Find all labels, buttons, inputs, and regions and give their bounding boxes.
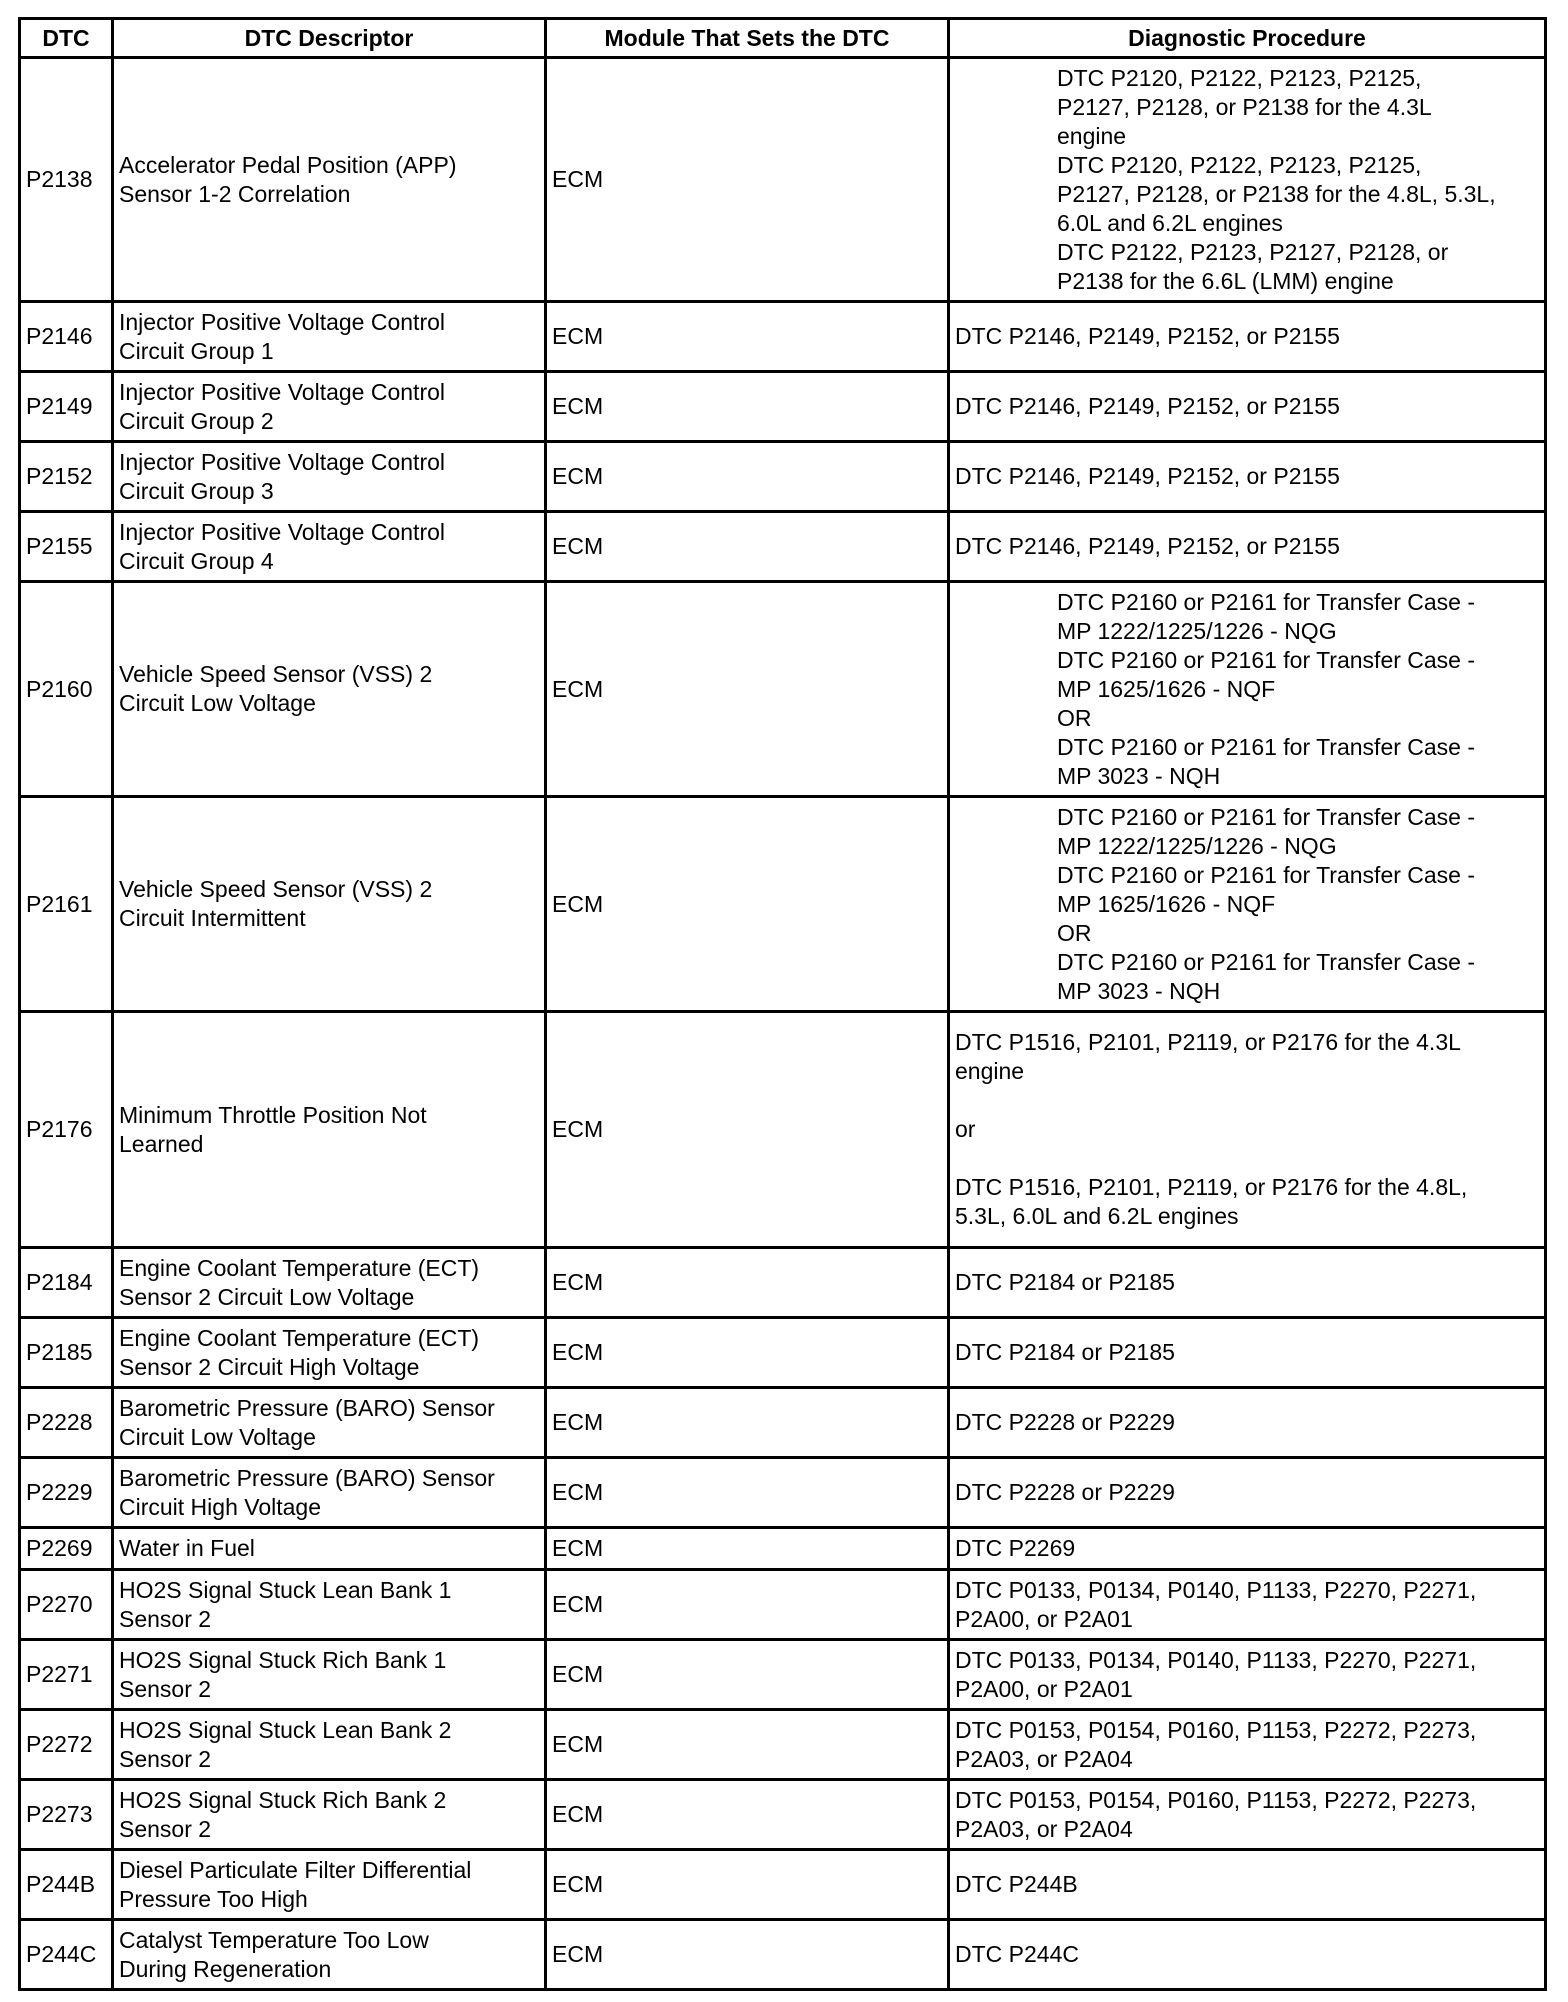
dtc-code: P2272	[20, 1710, 113, 1780]
descriptor-line: Sensor 2 Circuit High Voltage	[119, 1353, 420, 1380]
module-name: ECM	[546, 797, 949, 1012]
dtc-code: P2270	[20, 1570, 113, 1640]
procedure-line: DTC P2146, P2149, P2152, or P2155	[955, 463, 1340, 489]
diagnostic-procedure	[949, 58, 1546, 302]
dtc-descriptor	[113, 797, 546, 1012]
descriptor-line: Circuit Group 4	[119, 547, 274, 574]
procedure-line: DTC P2146, P2149, P2152, or P2155	[955, 393, 1340, 419]
dtc-code: P2176	[20, 1012, 113, 1248]
descriptor-line: Learned	[119, 1130, 204, 1157]
procedure-line: P2127, P2128, or P2138 for the 4.8L, 5.3L,	[1057, 180, 1496, 207]
descriptor-line: HO2S Signal Stuck Rich Bank 2	[119, 1786, 447, 1813]
diagnostic-procedure	[949, 372, 1546, 442]
dtc-descriptor	[113, 1388, 546, 1458]
dtc-descriptor	[113, 372, 546, 442]
dtc-code: P2138	[20, 58, 113, 302]
module-name: ECM	[546, 1248, 949, 1318]
procedure-line: engine	[1057, 122, 1127, 149]
procedure-line: DTC P2146, P2149, P2152, or P2155	[955, 323, 1340, 349]
dtc-descriptor	[113, 1920, 546, 1990]
dtc-descriptor	[113, 302, 546, 372]
procedure-line: MP 1625/1626 - NQF	[1057, 675, 1276, 702]
dtc-descriptor	[113, 1710, 546, 1780]
dtc-code: P2229	[20, 1458, 113, 1528]
diagnostic-procedure	[949, 302, 1546, 372]
dtc-code: P2160	[20, 582, 113, 797]
header-dtc: DTC	[20, 19, 113, 58]
descriptor-line: Barometric Pressure (BARO) Sensor	[119, 1394, 495, 1421]
procedure-line: DTC P2184 or P2185	[955, 1339, 1175, 1365]
descriptor-line: Circuit Intermittent	[119, 905, 306, 931]
module-name: ECM	[546, 1012, 949, 1248]
diagnostic-procedure	[949, 1318, 1546, 1388]
blank-line	[955, 1086, 1539, 1115]
descriptor-line: Vehicle Speed Sensor (VSS) 2	[119, 661, 433, 687]
procedure-line: DTC P2160 or P2161 for Transfer Case -	[1057, 588, 1476, 615]
procedure-line: DTC P2146, P2149, P2152, or P2155	[955, 533, 1340, 559]
descriptor-line: Vehicle Speed Sensor (VSS) 2	[119, 876, 433, 902]
dtc-code: P2149	[20, 372, 113, 442]
table-row	[20, 1780, 1546, 1850]
procedure-line: P2A03, or P2A04	[955, 1745, 1133, 1772]
descriptor-line: Minimum Throttle Position Not	[119, 1101, 427, 1128]
procedure-line: DTC P2160 or P2161 for Transfer Case -	[1057, 803, 1476, 830]
procedure-line: DTC P1516, P2101, P2119, or P2176 for the 4.8L,	[955, 1174, 1468, 1200]
module-name: ECM	[546, 1780, 949, 1850]
descriptor-line: Injector Positive Voltage Control	[119, 378, 446, 405]
table-row	[20, 1640, 1546, 1710]
dtc-code: P244C	[20, 1920, 113, 1990]
diagnostic-procedure	[949, 1920, 1546, 1990]
module-name: ECM	[546, 1388, 949, 1458]
header-dtc-descriptor: DTC Descriptor	[113, 19, 546, 58]
descriptor-line: Sensor 2	[119, 1675, 212, 1702]
table-row	[20, 1528, 1546, 1570]
procedure-line: 6.0L and 6.2L engines	[1057, 209, 1283, 236]
procedure-line: P2A00, or P2A01	[955, 1605, 1133, 1632]
table-header-row	[20, 19, 1546, 58]
procedure-line: DTC P2160 or P2161 for Transfer Case -	[1057, 861, 1476, 888]
dtc-descriptor	[113, 582, 546, 797]
diagnostic-procedure	[949, 1640, 1546, 1710]
dtc-code: P2161	[20, 797, 113, 1012]
diagnostic-procedure	[949, 512, 1546, 582]
procedure-line: or	[955, 1116, 976, 1142]
diagnostic-procedure	[949, 1458, 1546, 1528]
diagnostic-procedure	[949, 1528, 1546, 1570]
header-diagnostic-procedure: Diagnostic Procedure	[949, 19, 1546, 58]
diagnostic-procedure	[949, 1248, 1546, 1318]
descriptor-line: Sensor 1-2 Correlation	[119, 180, 351, 207]
dtc-descriptor	[113, 1850, 546, 1920]
procedure-line: DTC P2184 or P2185	[955, 1269, 1175, 1295]
procedure-line: DTC P2228 or P2229	[955, 1479, 1175, 1505]
descriptor-line: HO2S Signal Stuck Rich Bank 1	[119, 1646, 447, 1673]
table-row	[20, 512, 1546, 582]
procedure-line: DTC P244B	[955, 1871, 1078, 1897]
procedure-line: DTC P1516, P2101, P2119, or P2176 for the 4.3L	[955, 1029, 1461, 1055]
blank-line	[955, 1144, 1539, 1173]
descriptor-line: Circuit Low Voltage	[119, 690, 316, 716]
module-name: ECM	[546, 1640, 949, 1710]
table-row	[20, 1318, 1546, 1388]
dtc-descriptor	[113, 1458, 546, 1528]
descriptor-line: Circuit Group 3	[119, 477, 274, 504]
dtc-descriptor	[113, 1570, 546, 1640]
descriptor-line: Circuit High Voltage	[119, 1493, 321, 1520]
module-name: ECM	[546, 1318, 949, 1388]
procedure-line: 5.3L, 6.0L and 6.2L engines	[955, 1203, 1239, 1229]
module-name: ECM	[546, 1458, 949, 1528]
dtc-descriptor	[113, 442, 546, 512]
dtc-descriptor	[113, 1248, 546, 1318]
dtc-code: P2185	[20, 1318, 113, 1388]
descriptor-line: Circuit Group 1	[119, 337, 274, 364]
table-row	[20, 1570, 1546, 1640]
procedure-line: engine	[955, 1058, 1025, 1084]
procedure-line: DTC P2160 or P2161 for Transfer Case -	[1057, 733, 1476, 760]
diagnostic-procedure	[949, 1388, 1546, 1458]
table-row	[20, 1012, 1546, 1248]
descriptor-line: Injector Positive Voltage Control	[119, 308, 446, 335]
procedure-line: DTC P0153, P0154, P0160, P1153, P2272, P2273,	[955, 1716, 1477, 1743]
procedure-line: P2138 for the 6.6L (LMM) engine	[1057, 267, 1394, 294]
dtc-code: P244B	[20, 1850, 113, 1920]
descriptor-line: Barometric Pressure (BARO) Sensor	[119, 1464, 495, 1491]
module-name: ECM	[546, 1570, 949, 1640]
table-row	[20, 58, 1546, 302]
descriptor-line: HO2S Signal Stuck Lean Bank 1	[119, 1576, 452, 1603]
procedure-line: MP 3023 - NQH	[1057, 762, 1221, 789]
descriptor-line: Diesel Particulate Filter Differential	[119, 1856, 472, 1883]
procedure-line: P2127, P2128, or P2138 for the 4.3L	[1057, 93, 1432, 120]
descriptor-line: Pressure Too High	[119, 1885, 308, 1912]
procedure-line: OR	[1057, 704, 1092, 731]
dtc-descriptor	[113, 58, 546, 302]
procedure-line: DTC P2120, P2122, P2123, P2125,	[1057, 151, 1422, 178]
dtc-table	[18, 17, 1547, 1991]
dtc-document	[18, 17, 1547, 1991]
dtc-descriptor	[113, 1318, 546, 1388]
dtc-code: P2269	[20, 1528, 113, 1570]
module-name: ECM	[546, 1850, 949, 1920]
descriptor-line: Sensor 2	[119, 1815, 212, 1842]
procedure-line: DTC P0153, P0154, P0160, P1153, P2272, P2273,	[955, 1786, 1477, 1813]
procedure-line: DTC P0133, P0134, P0140, P1133, P2270, P2271,	[955, 1576, 1477, 1603]
procedure-line: MP 3023 - NQH	[1057, 977, 1221, 1004]
header-module: Module That Sets the DTC	[546, 19, 949, 58]
descriptor-line: Catalyst Temperature Too Low	[119, 1926, 429, 1953]
dtc-code: P2271	[20, 1640, 113, 1710]
table-row	[20, 302, 1546, 372]
dtc-descriptor	[113, 512, 546, 582]
descriptor-line: During Regeneration	[119, 1955, 332, 1982]
procedure-line: OR	[1057, 919, 1092, 946]
descriptor-line: Injector Positive Voltage Control	[119, 518, 446, 545]
procedure-line: DTC P2122, P2123, P2127, P2128, or	[1057, 238, 1449, 265]
descriptor-line: Injector Positive Voltage Control	[119, 448, 446, 475]
descriptor-line: Sensor 2 Circuit Low Voltage	[119, 1283, 415, 1310]
dtc-code: P2273	[20, 1780, 113, 1850]
diagnostic-procedure	[949, 797, 1546, 1012]
diagnostic-procedure	[949, 442, 1546, 512]
dtc-descriptor	[113, 1780, 546, 1850]
procedure-line: DTC P244C	[955, 1941, 1079, 1967]
module-name: ECM	[546, 302, 949, 372]
descriptor-line: Sensor 2	[119, 1605, 212, 1632]
dtc-code: P2155	[20, 512, 113, 582]
procedure-line: DTC P2228 or P2229	[955, 1409, 1175, 1435]
descriptor-line: Water in Fuel	[119, 1535, 255, 1561]
dtc-code: P2184	[20, 1248, 113, 1318]
dtc-code: P2146	[20, 302, 113, 372]
dtc-code: P2228	[20, 1388, 113, 1458]
descriptor-line: Accelerator Pedal Position (APP)	[119, 151, 457, 178]
dtc-descriptor	[113, 1528, 546, 1570]
module-name: ECM	[546, 512, 949, 582]
module-name: ECM	[546, 1528, 949, 1570]
table-row	[20, 372, 1546, 442]
procedure-line: DTC P2160 or P2161 for Transfer Case -	[1057, 948, 1476, 975]
procedure-line: MP 1625/1626 - NQF	[1057, 890, 1276, 917]
table-body	[20, 58, 1546, 1990]
diagnostic-procedure	[949, 1570, 1546, 1640]
diagnostic-procedure	[949, 1012, 1546, 1248]
diagnostic-procedure	[949, 1850, 1546, 1920]
table-row	[20, 1920, 1546, 1990]
procedure-line: P2A00, or P2A01	[955, 1675, 1133, 1702]
diagnostic-procedure	[949, 1710, 1546, 1780]
procedure-line: DTC P2269	[955, 1535, 1076, 1561]
dtc-descriptor	[113, 1640, 546, 1710]
procedure-line: DTC P2160 or P2161 for Transfer Case -	[1057, 646, 1476, 673]
dtc-code: P2152	[20, 442, 113, 512]
module-name: ECM	[546, 58, 949, 302]
table-row	[20, 1388, 1546, 1458]
procedure-line: P2A03, or P2A04	[955, 1815, 1133, 1842]
procedure-line: DTC P2120, P2122, P2123, P2125,	[1057, 64, 1422, 91]
module-name: ECM	[546, 582, 949, 797]
module-name: ECM	[546, 1710, 949, 1780]
descriptor-line: Engine Coolant Temperature (ECT)	[119, 1254, 480, 1281]
table-row	[20, 1850, 1546, 1920]
module-name: ECM	[546, 372, 949, 442]
descriptor-line: Engine Coolant Temperature (ECT)	[119, 1324, 480, 1351]
procedure-line: DTC P0133, P0134, P0140, P1133, P2270, P2271,	[955, 1646, 1477, 1673]
table-row	[20, 582, 1546, 797]
procedure-line: MP 1222/1225/1226 - NQG	[1057, 832, 1337, 859]
diagnostic-procedure	[949, 582, 1546, 797]
descriptor-line: Sensor 2	[119, 1745, 212, 1772]
descriptor-line: Circuit Group 2	[119, 407, 274, 434]
procedure-line: MP 1222/1225/1226 - NQG	[1057, 617, 1337, 644]
table-row	[20, 442, 1546, 512]
table-row	[20, 797, 1546, 1012]
dtc-descriptor	[113, 1012, 546, 1248]
table-row	[20, 1710, 1546, 1780]
table-row	[20, 1458, 1546, 1528]
module-name: ECM	[546, 1920, 949, 1990]
diagnostic-procedure	[949, 1780, 1546, 1850]
descriptor-line: Circuit Low Voltage	[119, 1423, 316, 1450]
table-row	[20, 1248, 1546, 1318]
module-name: ECM	[546, 442, 949, 512]
descriptor-line: HO2S Signal Stuck Lean Bank 2	[119, 1716, 452, 1743]
